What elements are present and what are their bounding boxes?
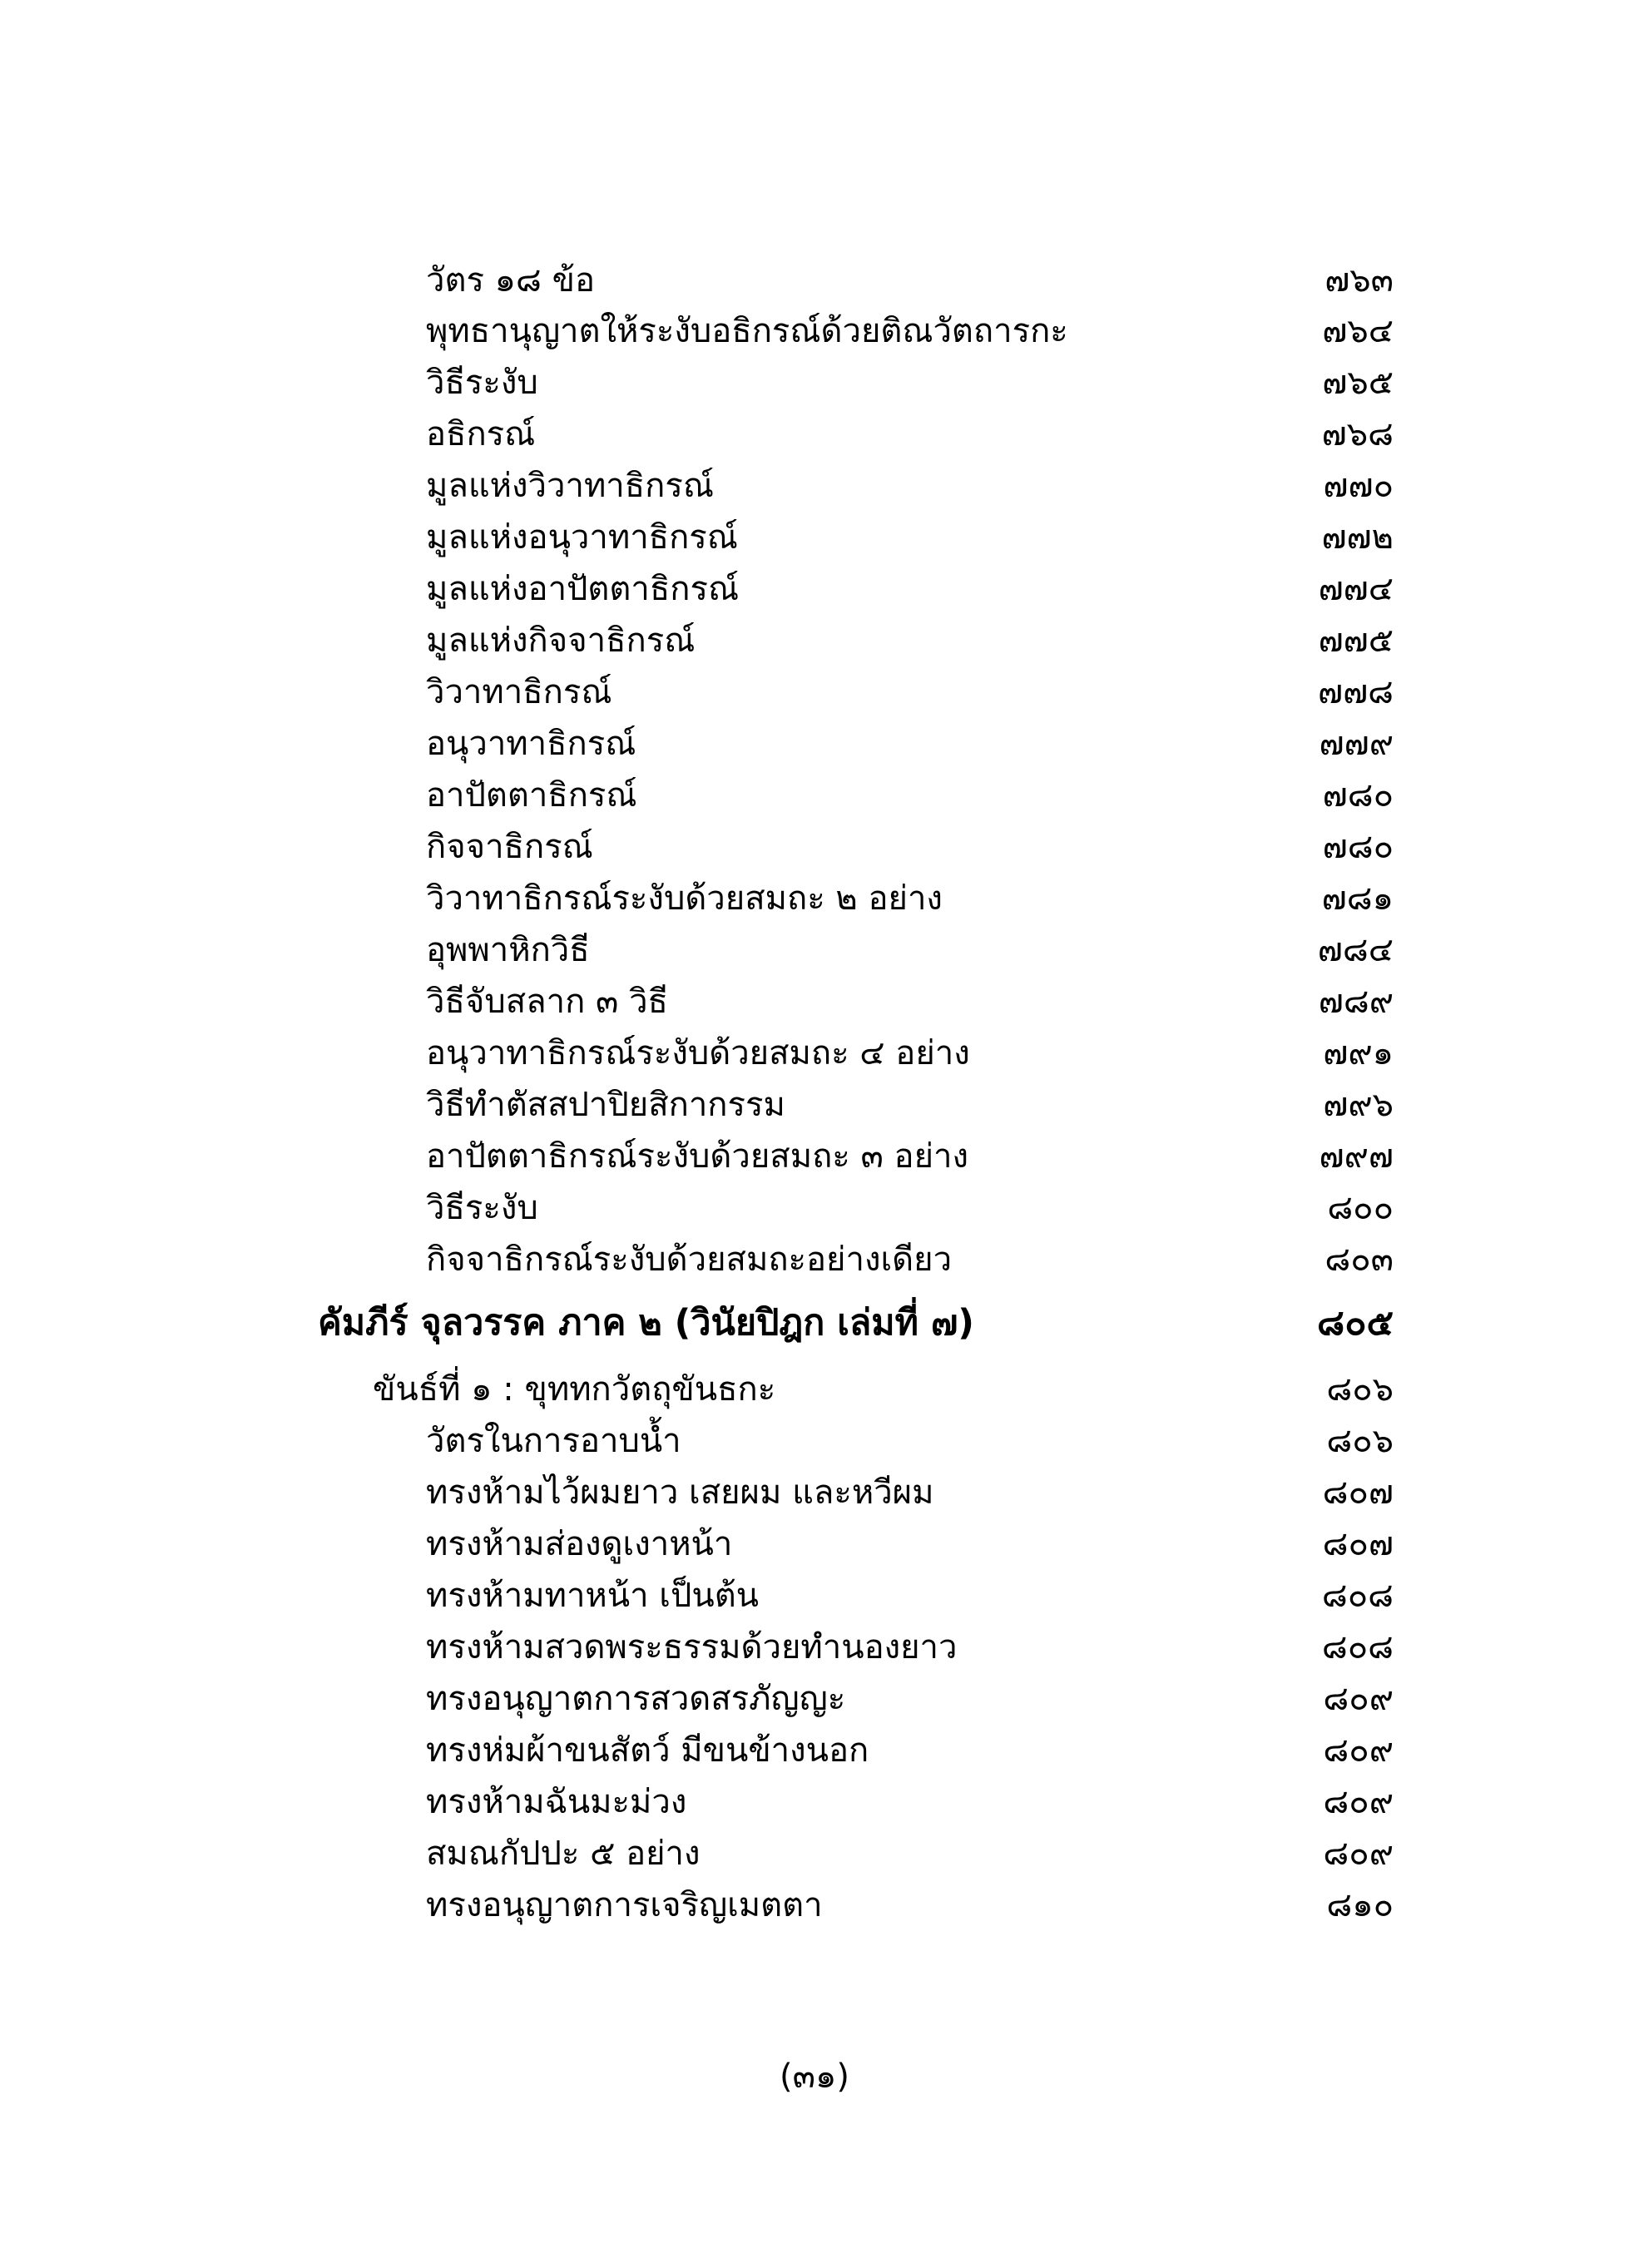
- toc-page-number: ๘๐๙: [1323, 1680, 1394, 1718]
- toc-page-number: ๘๐๓: [1324, 1240, 1394, 1279]
- toc-row: [0, 255, 1629, 305]
- toc-row: [0, 513, 1629, 562]
- toc-entry-label: วิธีจับสลาก ๓ วิธี: [426, 983, 668, 1021]
- toc-entry-label: วิธีระงับ: [426, 1189, 538, 1227]
- toc-page-number: ๗๘๐: [1322, 776, 1394, 815]
- toc-row: [0, 409, 1629, 459]
- toc-page-number: ๗๗๔: [1318, 570, 1394, 608]
- toc-page-number: ๘๐๖: [1326, 1370, 1394, 1409]
- toc-row: [0, 1080, 1629, 1130]
- toc-entry-label: ทรงห้ามทาหน้า เป็นต้น: [426, 1577, 760, 1615]
- toc-row: [0, 1235, 1629, 1285]
- toc-entry-label: วัตรในการอาบน้ำ: [426, 1422, 681, 1460]
- toc-row: [0, 1726, 1629, 1775]
- toc-entry-label: ทรงห้ามไว้ผมยาว เสยผม และหวีผม: [426, 1473, 934, 1512]
- toc-entry-label: อาปัตตาธิกรณ์: [426, 776, 637, 815]
- toc-page-number: ๗๗๒: [1321, 518, 1394, 557]
- toc-row: [0, 667, 1629, 717]
- toc-entry-label: อนุวาทาธิกรณ์ระงับด้วยสมถะ ๔ อย่าง: [426, 1034, 970, 1072]
- toc-row: [0, 1829, 1629, 1879]
- toc-row: [0, 1571, 1629, 1621]
- toc-entry-label: อุพพาหิกวิธี: [426, 931, 590, 969]
- toc-entry-label: ทรงห้ามฉันมะม่วง: [426, 1783, 687, 1821]
- toc-entry-label: วิธีระงับ: [426, 364, 538, 402]
- toc-row: [0, 1416, 1629, 1466]
- toc-page-number: ๘๐๕: [1317, 1302, 1394, 1344]
- toc-row: [0, 1468, 1629, 1518]
- toc-page-number: ๘๐๗: [1322, 1525, 1394, 1563]
- toc-page-number: ๗๖๘: [1321, 415, 1394, 453]
- toc-page-number: ๗๘๑: [1321, 879, 1394, 918]
- toc-row: [0, 925, 1629, 975]
- toc-entry-label: อธิกรณ์: [426, 415, 536, 453]
- toc-entry-label: พุทธานุญาตให้ระงับอธิกรณ์ด้วยติณวัตถารกะ: [426, 312, 1068, 350]
- toc-entry-label: วิธีทำตัสสปาปิยสิกากรรม: [426, 1086, 785, 1124]
- toc-row: [0, 1777, 1629, 1827]
- toc-page-number: ๗๙๑: [1323, 1034, 1394, 1072]
- toc-row: [0, 874, 1629, 924]
- toc-page-number: ๗๘๔: [1317, 931, 1394, 969]
- toc-row: [0, 358, 1629, 408]
- toc-entry-label: ทรงห้ามส่องดูเงาหน้า: [426, 1525, 733, 1563]
- toc-row: [0, 306, 1629, 356]
- toc-row: [0, 1183, 1629, 1233]
- toc-entry-label: กิจจาธิกรณ์ระงับด้วยสมถะอย่างเดียว: [426, 1240, 953, 1279]
- toc-entry-label: ทรงห้ามสวดพระธรรมด้วยทำนองยาว: [426, 1628, 958, 1666]
- toc-page-number: ๗๖๔: [1322, 312, 1394, 350]
- toc-page-number: ๗๘๐: [1322, 828, 1394, 866]
- toc-page-number: ๘๐๙: [1323, 1783, 1394, 1821]
- toc-row: [0, 1519, 1629, 1569]
- toc-entry-label: กิจจาธิกรณ์: [426, 828, 593, 866]
- toc-row: [0, 977, 1629, 1027]
- toc-entry-label: ทรงอนุญาตการเจริญเมตตา: [426, 1886, 823, 1924]
- toc-row: [0, 616, 1629, 666]
- toc-entry-label: มูลแห่งวิวาทาธิกรณ์: [426, 467, 714, 505]
- toc-row: [0, 1132, 1629, 1181]
- toc-entry-label: วิวาทาธิกรณ์: [426, 673, 612, 711]
- toc-row: [0, 822, 1629, 872]
- page-folio: (๓๑): [780, 2058, 849, 2096]
- toc-page-number: ๘๐๖: [1326, 1422, 1394, 1460]
- toc-entry-label: มูลแห่งอนุวาทาธิกรณ์: [426, 518, 738, 557]
- toc-section-row: [0, 1364, 1629, 1414]
- toc-section-label: ขันธ์ที่ ๑ : ขุททกวัตถุขันธกะ: [373, 1370, 776, 1409]
- toc-entry-label: มูลแห่งกิจจาธิกรณ์: [426, 621, 696, 660]
- toc-row: [0, 770, 1629, 820]
- toc-row: [0, 1028, 1629, 1078]
- toc-heading-row: [0, 1298, 1629, 1348]
- toc-entry-label: สมณกัปปะ ๕ อย่าง: [426, 1835, 701, 1873]
- toc-row: [0, 461, 1629, 511]
- toc-page-number: ๗๗๕: [1318, 621, 1394, 660]
- toc-entry-label: ทรงห่มผ้าขนสัตว์ มีขนข้างนอก: [426, 1731, 869, 1770]
- toc-row: [0, 1880, 1629, 1930]
- toc-page-number: ๗๗๐: [1323, 467, 1394, 505]
- toc-page-number: ๗๗๙: [1319, 725, 1394, 763]
- toc-page-number: ๗๗๘: [1317, 673, 1394, 711]
- toc-entry-label: วัตร ๑๘ ข้อ: [426, 261, 595, 300]
- toc-row: [0, 564, 1629, 614]
- toc-page-number: ๗๙๗: [1319, 1137, 1394, 1176]
- toc-page-number: ๗๖๕: [1322, 364, 1394, 402]
- toc-page-number: ๘๐๘: [1321, 1628, 1394, 1666]
- toc-page-number: ๘๐๗: [1322, 1473, 1394, 1512]
- toc-page-number: ๘๑๐: [1326, 1886, 1394, 1924]
- toc-page-number: ๘๐๙: [1323, 1731, 1394, 1770]
- toc-entry-label: มูลแห่งอาปัตตาธิกรณ์: [426, 570, 740, 608]
- toc-page-number: ๘๐๐: [1327, 1189, 1394, 1227]
- toc-page-number: ๘๐๙: [1323, 1835, 1394, 1873]
- toc-page-number: ๗๘๙: [1318, 983, 1394, 1021]
- toc-page-number: ๗๖๓: [1324, 261, 1394, 300]
- toc-page-number: ๘๐๘: [1321, 1577, 1394, 1615]
- toc-page-number: ๗๙๖: [1323, 1086, 1394, 1124]
- toc-row: [0, 1674, 1629, 1724]
- toc-entry-label: ทรงอนุญาตการสวดสรภัญญะ: [426, 1680, 846, 1718]
- toc-row: [0, 1622, 1629, 1672]
- toc-entry-label: วิวาทาธิกรณ์ระงับด้วยสมถะ ๒ อย่าง: [426, 879, 943, 918]
- toc-heading-label: คัมภีร์ จุลวรรค ภาค ๒ (วินัยปิฎก เล่มที่ ๗): [318, 1302, 974, 1344]
- toc-row: [0, 719, 1629, 769]
- toc-entry-label: อนุวาทาธิกรณ์: [426, 725, 636, 763]
- toc-entry-label: อาปัตตาธิกรณ์ระงับด้วยสมถะ ๓ อย่าง: [426, 1137, 968, 1176]
